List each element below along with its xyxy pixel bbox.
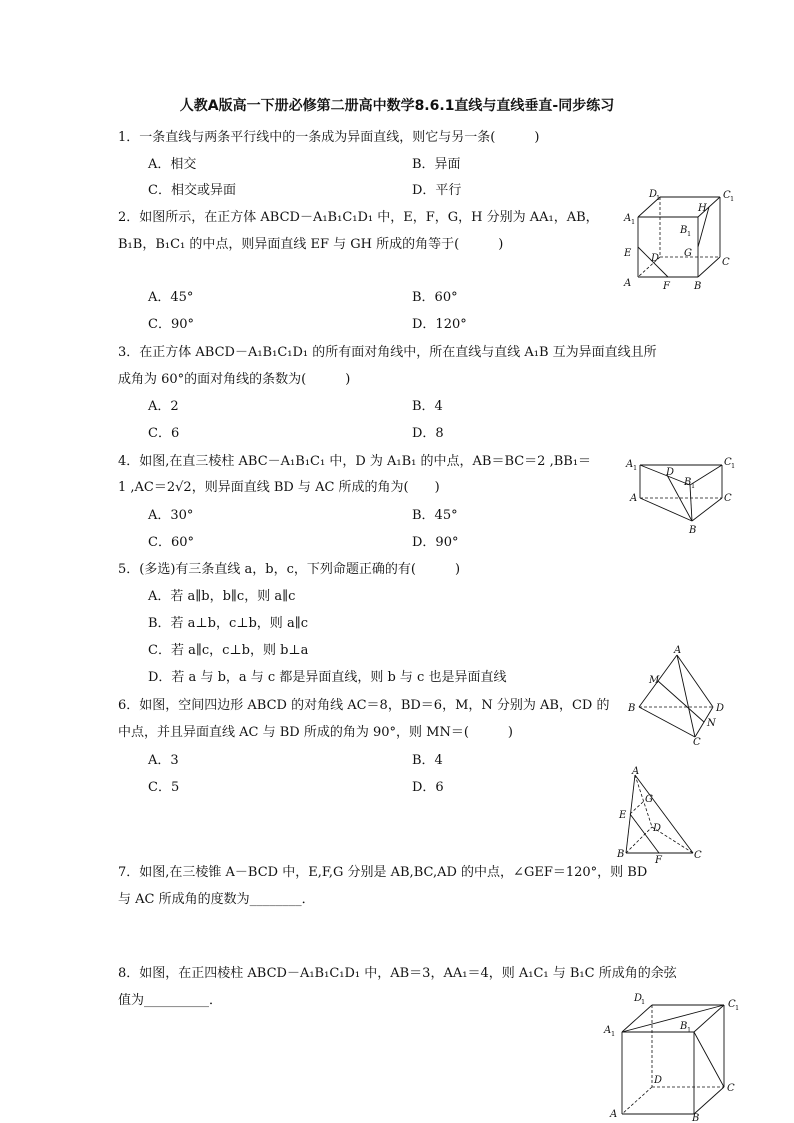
q3-stem-line2: 成角为 60°的面对角线的条数为( ): [118, 372, 351, 387]
label-d1-sub: 1: [641, 998, 646, 1006]
label-f: F: [663, 281, 670, 292]
label-c: C: [724, 493, 732, 504]
label-c1: C: [723, 190, 731, 201]
label-d1: D: [634, 993, 643, 1004]
label-b: B: [628, 703, 636, 714]
label-f: F: [655, 855, 662, 866]
q6-option-b: B．4: [412, 753, 443, 768]
label-h: H: [698, 203, 707, 214]
label-b1: B: [680, 225, 688, 236]
q6-option-c: C．5: [148, 780, 180, 795]
q4-option-c: C．60°: [148, 535, 194, 550]
q4-prism-figure: [622, 453, 747, 543]
label-d: D: [654, 1075, 663, 1086]
label-b: B: [694, 281, 702, 292]
label-b1-sub: 1: [687, 1026, 692, 1034]
label-b1: B: [684, 477, 692, 488]
q5-option-a: A．若 a∥b，b∥c，则 a∥c: [148, 589, 296, 604]
q1-option-d: D．平行: [412, 183, 462, 198]
label-b1-sub: 1: [691, 482, 696, 490]
label-a1-sub: 1: [631, 218, 636, 226]
q4-stem-line1: 4．如图,在直三棱柱 ABC－A₁B₁C₁ 中，D 为 A₁B₁ 的中点，AB＝BC＝2 ,BB₁＝: [118, 454, 592, 469]
q5-option-c: C．若 a∥c，c⊥b，则 b⊥a: [148, 643, 309, 658]
label-e: E: [624, 248, 632, 259]
q7-stem-line2: 与 AC 所成角的度数为________．: [118, 892, 315, 907]
q8-prism-figure: [600, 993, 750, 1121]
q8-stem-line2: 值为__________．: [118, 993, 223, 1008]
q3-option-d: D．8: [412, 426, 444, 441]
label-c1: C: [728, 999, 736, 1010]
q3-option-c: C．6: [148, 426, 180, 441]
q5-option-b: B．若 a⊥b，c⊥b，则 a∥c: [148, 616, 308, 631]
label-a1-sub: 1: [633, 464, 638, 472]
q1-option-a: A．相交: [148, 157, 197, 172]
label-c1-sub: 1: [731, 462, 736, 470]
label-d: D: [666, 467, 675, 478]
label-a: A: [610, 1109, 618, 1120]
q2-option-d: D．120°: [412, 317, 467, 332]
q6-option-d: D．6: [412, 780, 444, 795]
q2-option-a: A．45°: [148, 290, 194, 305]
q3-option-a: A．2: [148, 399, 179, 414]
label-b: B: [689, 525, 697, 536]
q6-quadrilateral-figure: [625, 645, 740, 748]
q6-option-a: A．3: [148, 753, 179, 768]
label-a1: A: [626, 459, 634, 470]
label-c: C: [722, 257, 730, 268]
label-c: C: [693, 737, 701, 748]
label-d1-sub: 1: [656, 194, 661, 202]
label-g: G: [645, 794, 653, 805]
label-a1: A: [604, 1025, 612, 1036]
q5-stem: 5．(多选)有三条直线 a，b，c，下列命题正确的有( ): [118, 562, 461, 577]
label-a: A: [624, 278, 632, 289]
label-a: A: [632, 766, 640, 777]
label-b1: B: [680, 1021, 688, 1032]
label-e: E: [619, 810, 627, 821]
label-c1-sub: 1: [735, 1004, 740, 1012]
label-c1-sub: 1: [730, 195, 735, 203]
q6-stem-line2: 中点，并且异面直线 AC 与 BD 所成的角为 90°，则 MN＝( ): [118, 725, 513, 740]
q4-stem-line2: 1 ,AC＝2√2，则异面直线 BD 与 AC 所成的角为( ): [118, 480, 440, 495]
q2-cube-figure: [618, 185, 738, 295]
label-d: D: [651, 253, 660, 264]
label-c1: C: [724, 457, 732, 468]
q1-option-c: C．相交或异面: [148, 183, 236, 198]
label-b: B: [617, 849, 625, 860]
label-d: D: [716, 703, 725, 714]
q3-stem-line1: 3．在正方体 ABCD－A₁B₁C₁D₁ 的所有面对角线中，所在直线与直线 A₁B 互为异面直线且所: [118, 345, 657, 360]
label-m: M: [649, 675, 660, 686]
q2-stem-line2: B₁B，B₁C₁ 的中点，则异面直线 EF 与 GH 所成的角等于( ): [118, 237, 504, 252]
label-n: N: [707, 718, 716, 729]
label-b: B: [692, 1113, 700, 1123]
label-g: G: [684, 248, 692, 259]
q2-option-b: B．60°: [412, 290, 458, 305]
label-a: A: [630, 493, 638, 504]
q4-option-b: B．45°: [412, 508, 458, 523]
q7-tetrahedron-figure: [608, 765, 708, 865]
q1-stem: 1．一条直线与两条平行线中的一条成为异面直线，则它与另一条( ): [118, 130, 540, 145]
label-b1-sub: 1: [687, 230, 692, 238]
label-a1-sub: 1: [611, 1030, 616, 1038]
q5-option-d: D．若 a 与 b，a 与 c 都是异面直线，则 b 与 c 也是异面直线: [148, 670, 507, 685]
label-d1: D: [649, 189, 658, 200]
q7-stem-line1: 7．如图,在三棱锥 A－BCD 中，E,F,G 分别是 AB,BC,AD 的中点，∠GEF＝120°，则 BD: [118, 865, 648, 880]
label-a: A: [674, 645, 682, 656]
q4-option-a: A．30°: [148, 508, 194, 523]
q8-stem-line1: 8．如图，在正四棱柱 ABCD－A₁B₁C₁D₁ 中，AB＝3，AA₁＝4，则 A₁C₁ 与 B₁C 所成角的余弦: [118, 966, 677, 981]
label-c: C: [694, 850, 702, 861]
q2-stem-line1: 2．如图所示，在正方体 ABCD－A₁B₁C₁D₁ 中，E，F，G，H 分别为 AA₁，AB，: [118, 210, 599, 225]
label-c: C: [727, 1083, 735, 1094]
q6-stem-line1: 6．如图，空间四边形 ABCD 的对角线 AC＝8，BD＝6，M，N 分别为 AB，CD 的: [118, 698, 610, 713]
label-a1: A: [624, 213, 632, 224]
q2-option-c: C．90°: [148, 317, 194, 332]
label-d: D: [653, 823, 662, 834]
q1-option-b: B．异面: [412, 157, 461, 172]
page-title: 人教A版高一下册必修第二册高中数学8.6.1直线与直线垂直-同步练习: [179, 98, 615, 114]
q4-option-d: D．90°: [412, 535, 459, 550]
q3-option-b: B．4: [412, 399, 443, 414]
